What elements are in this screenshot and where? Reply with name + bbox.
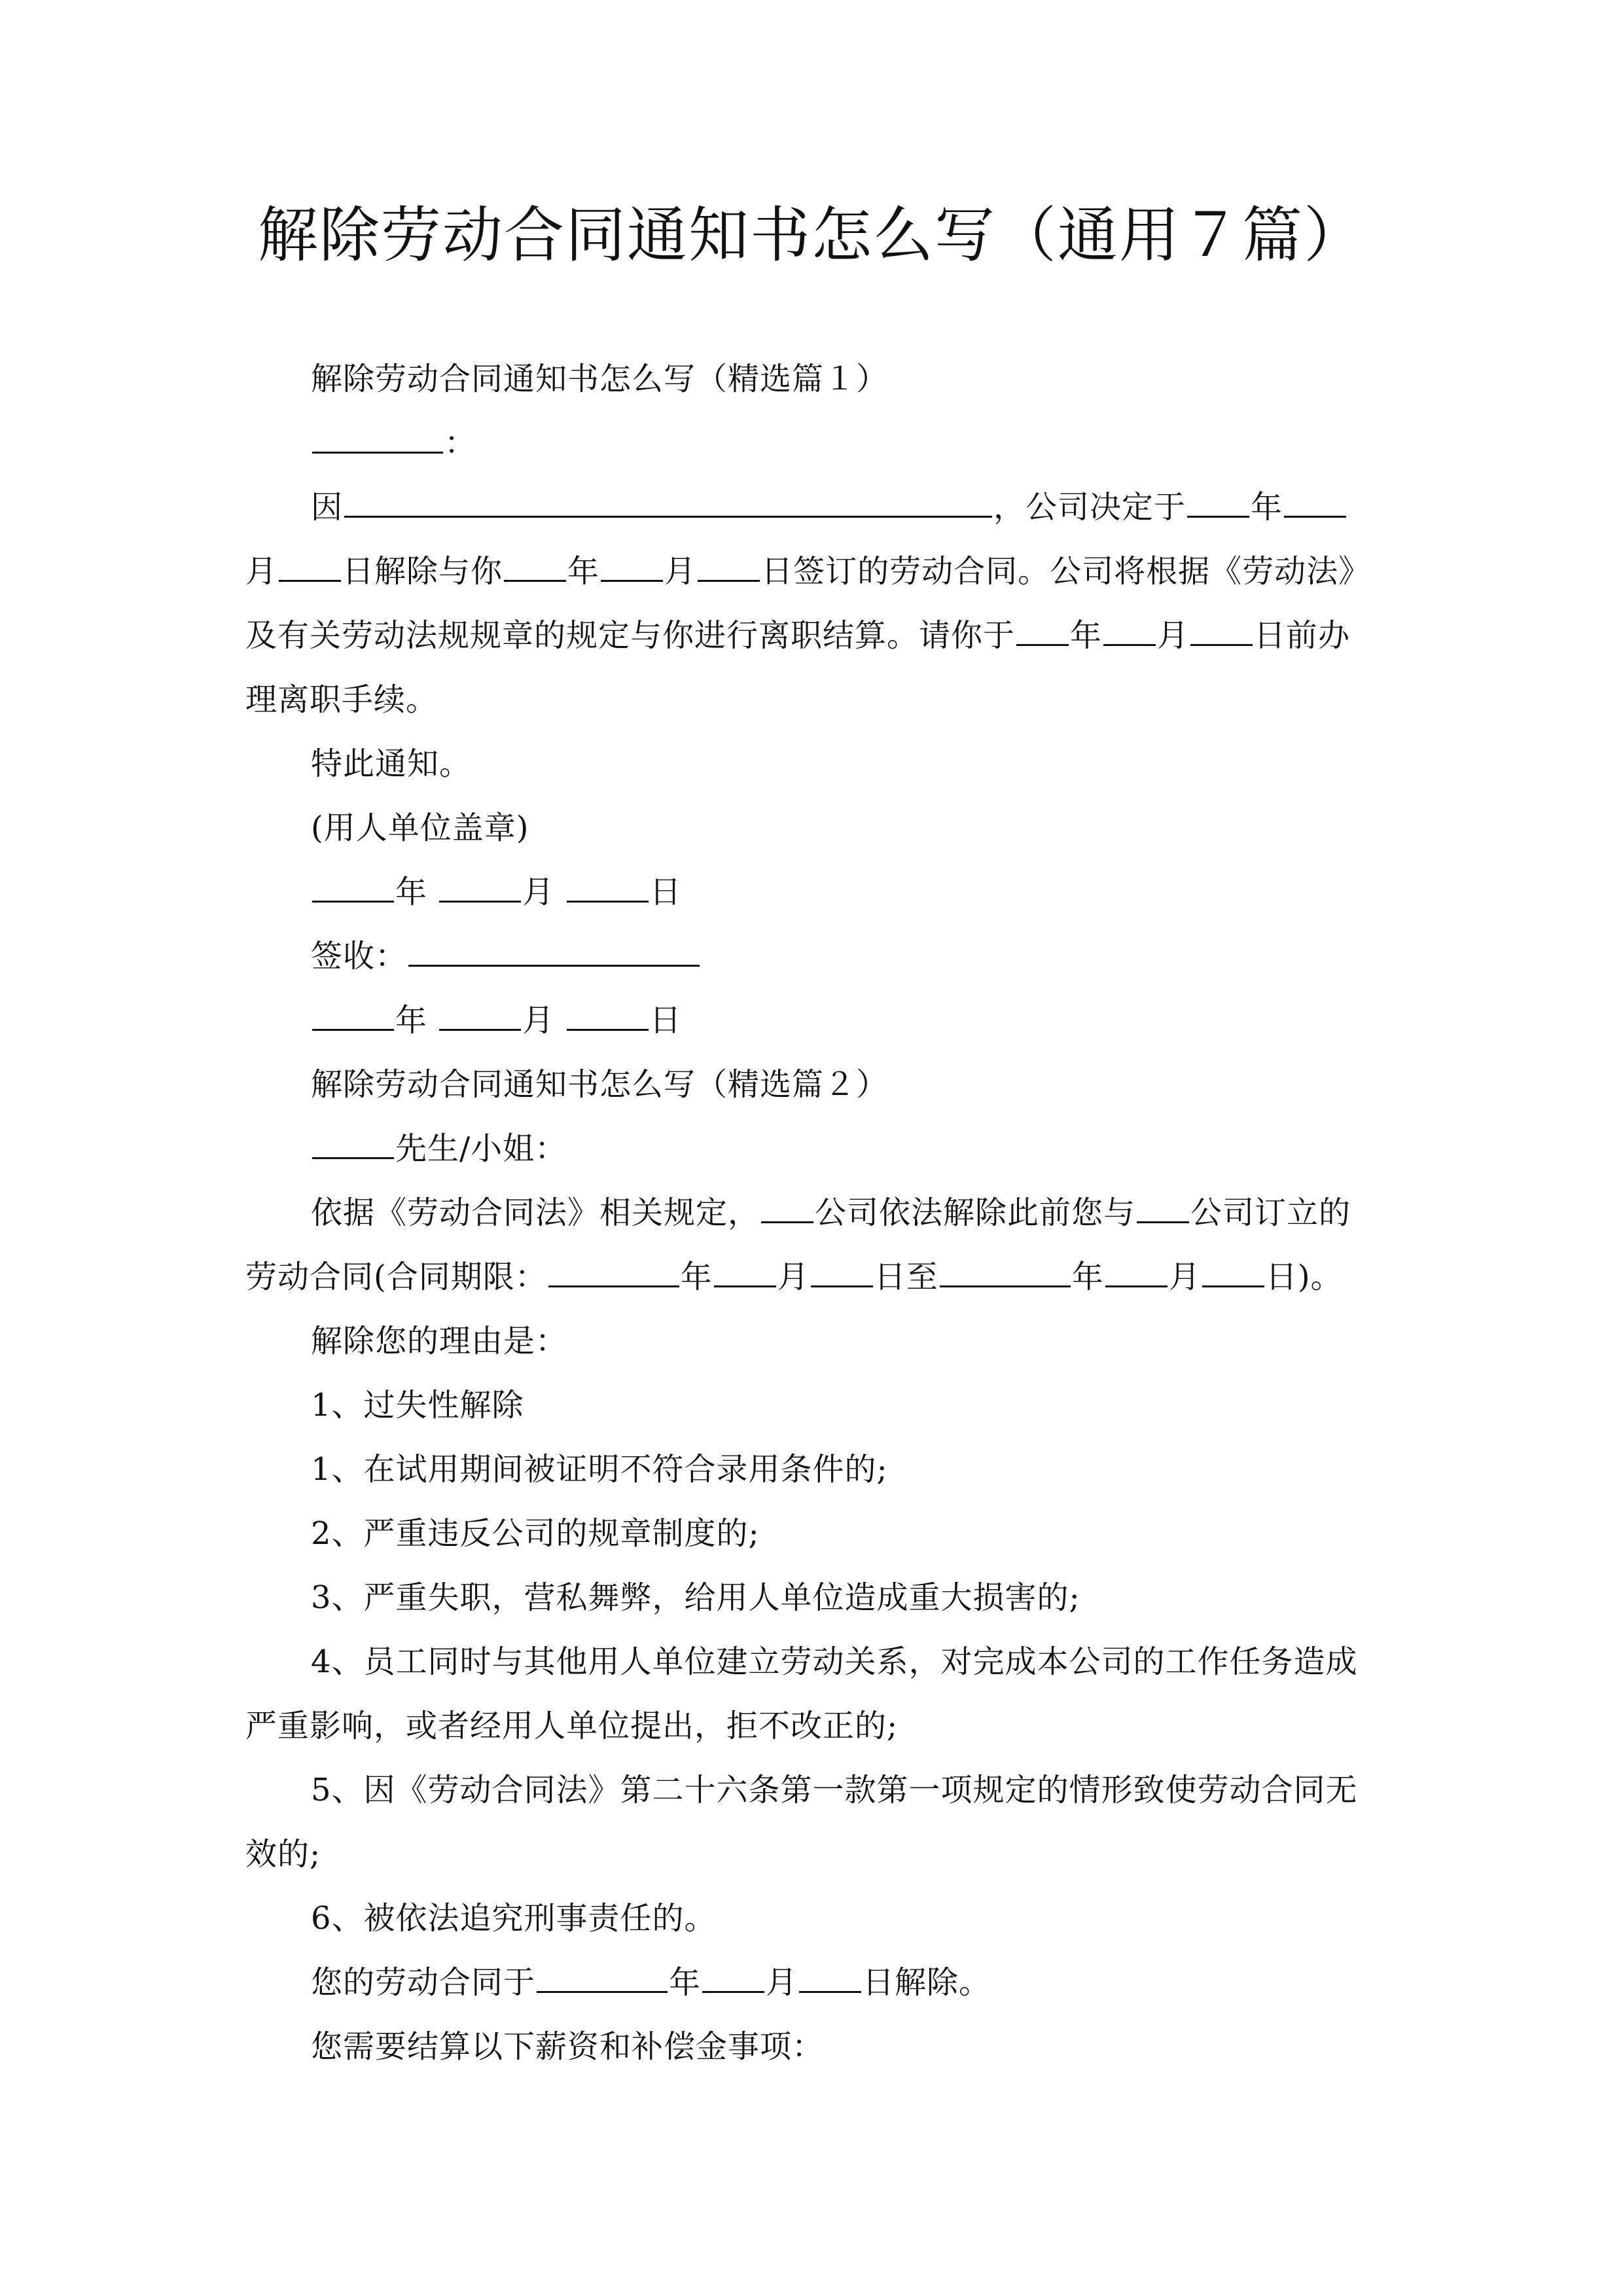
document-title: 解除劳动合同通知书怎么写（通用７篇） [257, 200, 1365, 270]
text-segment: 年 [669, 1964, 702, 2001]
text-segment: 日前办理离职手续。 [245, 617, 1351, 718]
reason-item: 2、严重违反公司的规章制度的; [311, 1515, 760, 1552]
month-blank [714, 1254, 776, 1287]
day-blank [698, 548, 760, 582]
text-segment: 月 [1168, 1259, 1201, 1295]
month-blank [439, 997, 521, 1031]
text-segment: 日签订的劳动合同。公司将根据《劳动法》及有关劳动法规规章的规定与你进行离职结算。请你于 [245, 553, 1371, 654]
text-segment: 公司订立的劳动合同(合同期限： [245, 1194, 1351, 1295]
text-segment: 月 [777, 1259, 810, 1295]
month-label: 月 [522, 874, 555, 910]
month-blank [1103, 613, 1156, 646]
text-segment: 月 [1157, 617, 1190, 654]
year-label: 年 [395, 874, 428, 910]
month-blank [1284, 484, 1346, 518]
day-blank [1202, 1254, 1264, 1287]
date-line [245, 860, 1378, 924]
termination-date-line [245, 1950, 1378, 2015]
text-segment: ，公司决定于 [993, 489, 1186, 526]
basis-paragraph [245, 1181, 1378, 1309]
text-segment: 年 [1070, 617, 1103, 654]
year-blank [312, 869, 394, 903]
text-segment: 年 [567, 553, 600, 590]
reason-item: 3、严重失职，营私舞弊，给用人单位造成重大损害的; [311, 1579, 1080, 1616]
salutation-text: 先生/小姐： [395, 1130, 567, 1167]
text-segment: 日)。 [1265, 1259, 1343, 1295]
year-blank [1016, 613, 1069, 646]
day-blank [811, 1254, 873, 1287]
text-segment: 因 [311, 489, 344, 526]
text-segment: 月 [245, 553, 278, 590]
text-segment: 年 [680, 1259, 713, 1295]
reason-type: 1、过失性解除 [311, 1387, 524, 1424]
salutation-colon: ： [444, 425, 477, 461]
text-segment: 日解除与你 [342, 553, 503, 590]
year-blank [940, 1254, 1071, 1287]
month-blank [439, 869, 521, 903]
month-blank [702, 1960, 764, 1993]
day-label: 日 [649, 1002, 682, 1039]
company-blank [1137, 1190, 1189, 1223]
day-label: 日 [649, 874, 682, 910]
reason-item: 5、因《劳动合同法》第二十六条第一款第一项规定的情形致使劳动合同无效的; [245, 1772, 1358, 1873]
settlement-line: 您需要结算以下薪资和补偿金事项： [311, 2028, 825, 2065]
company-blank [761, 1190, 813, 1223]
signature-label: 签收： [311, 938, 408, 975]
date-line [245, 988, 1378, 1052]
reason-blank [344, 484, 992, 518]
day-blank [799, 1960, 861, 1993]
year-label: 年 [395, 1002, 428, 1039]
signature-line [245, 924, 1378, 988]
termination-paragraph [245, 475, 1378, 732]
year-blank [537, 1960, 668, 1993]
reason-item: 1、在试用期间被证明不符合录用条件的; [311, 1451, 888, 1488]
notice-line: 特此通知。 [311, 745, 472, 782]
text-segment: 月 [664, 553, 697, 590]
month-blank [1105, 1254, 1168, 1287]
reason-item: 6、被依法追究刑事责任的。 [311, 1900, 717, 1937]
text-segment: 年 [1251, 489, 1283, 526]
year-blank [504, 548, 566, 582]
text-segment: 您的劳动合同于 [311, 1964, 536, 2001]
text-segment: 公司依法解除此前您与 [815, 1194, 1136, 1231]
text-segment: 依据《劳动合同法》相关规定， [311, 1194, 760, 1231]
salutation-line [245, 411, 1378, 475]
reason-intro: 解除您的理由是： [311, 1323, 568, 1359]
day-blank [567, 869, 649, 903]
salutation-line [245, 1117, 1378, 1181]
day-blank [279, 548, 341, 582]
stamp-line: (用人单位盖章) [311, 810, 529, 846]
reason-item: 4、员工同时与其他用人单位建立劳动关系，对完成本公司的工作任务造成严重影响，或者经用人单位提出，拒不改正的; [245, 1643, 1358, 1744]
document-body [245, 347, 1378, 2079]
text-segment: 年 [1071, 1259, 1104, 1295]
year-blank [312, 997, 394, 1031]
name-blank [312, 420, 443, 454]
year-blank [548, 1254, 679, 1287]
month-label: 月 [522, 1002, 555, 1039]
section-1-heading: 解除劳动合同通知书怎么写（精选篇１） [311, 361, 889, 397]
signature-blank [408, 933, 700, 967]
text-segment: 日至 [874, 1259, 938, 1295]
month-blank [601, 548, 663, 582]
name-blank [312, 1126, 394, 1159]
text-segment: 日解除。 [863, 1964, 991, 2001]
year-blank [1187, 484, 1249, 518]
section-2-heading: 解除劳动合同通知书怎么写（精选篇２） [311, 1066, 889, 1103]
day-blank [567, 997, 649, 1031]
day-blank [1190, 613, 1253, 646]
text-segment: 月 [766, 1964, 798, 2001]
